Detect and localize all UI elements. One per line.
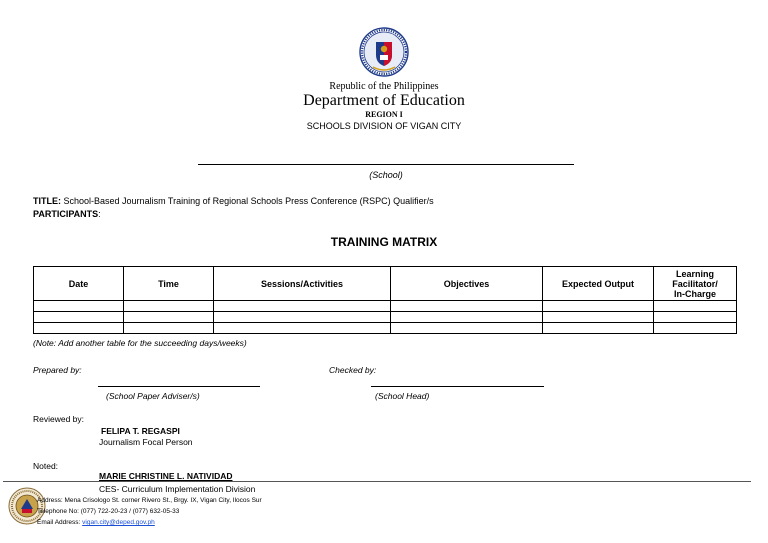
table-cell[interactable] xyxy=(124,301,214,312)
participants-line: PARTICIPANTS: xyxy=(33,209,101,219)
republic-heading: Republic of the Philippines xyxy=(329,81,439,92)
header-expected-output: Expected Output xyxy=(543,267,654,301)
table-cell[interactable] xyxy=(543,323,654,334)
footer-divider xyxy=(3,481,751,482)
school-head-signature-line xyxy=(371,386,544,387)
table-cell[interactable] xyxy=(214,312,391,323)
header-facilitator: Learning Facilitator/ In-Charge xyxy=(654,267,737,301)
header-sessions: Sessions/Activities xyxy=(214,267,391,301)
table-cell[interactable] xyxy=(543,312,654,323)
footer-telephone: Telephone No: (077) 722-20-23 / (077) 632-05-33 xyxy=(37,508,180,515)
email-link[interactable]: vigan.city@deped.gov.ph xyxy=(82,519,155,526)
table-cell[interactable] xyxy=(391,312,543,323)
footer-email-line xyxy=(37,519,155,526)
prepared-by-label: Prepared by: xyxy=(33,365,82,375)
table-cell[interactable] xyxy=(124,323,214,334)
header-date: Date xyxy=(34,267,124,301)
email-label: Email Address: xyxy=(37,519,83,526)
table-cell[interactable] xyxy=(391,323,543,334)
table-header-row xyxy=(34,267,737,301)
title-label: TITLE: xyxy=(33,196,61,206)
reviewed-by-label: Reviewed by: xyxy=(33,414,85,424)
table-cell[interactable] xyxy=(214,301,391,312)
table-cell[interactable] xyxy=(654,323,737,334)
department-heading: Department of Education xyxy=(303,92,465,109)
table-cell[interactable] xyxy=(543,301,654,312)
checked-by-label: Checked by: xyxy=(329,365,377,375)
table-cell[interactable] xyxy=(34,301,124,312)
footer-address: Address: Mena Crisologo St. corner Rivero St., Brgy. IX, Vigan City, Ilocos Sur xyxy=(37,497,262,504)
school-label: (School) xyxy=(369,170,403,180)
title-value: School-Based Journalism Training of Regional Schools Press Conference (RSPC) Qualifier/s xyxy=(63,196,434,206)
table-cell[interactable] xyxy=(34,312,124,323)
adviser-signature-line xyxy=(98,386,260,387)
table-cell[interactable] xyxy=(391,301,543,312)
school-name-line xyxy=(198,164,574,165)
header-objectives: Objectives xyxy=(391,267,543,301)
participants-label: PARTICIPANTS xyxy=(33,209,99,219)
table-row xyxy=(34,301,737,312)
deped-seal-logo xyxy=(359,27,409,77)
table-cell[interactable] xyxy=(654,301,737,312)
training-matrix-table xyxy=(33,266,737,334)
reviewer-position: Journalism Focal Person xyxy=(99,437,193,447)
noted-label: Noted: xyxy=(33,461,59,471)
noter-name: MARIE CHRISTINE L. NATIVIDAD xyxy=(99,471,233,481)
school-head-label: (School Head) xyxy=(375,391,430,401)
matrix-heading: TRAINING MATRIX xyxy=(330,235,438,249)
division-heading: SCHOOLS DIVISION OF VIGAN CITY xyxy=(306,121,462,131)
adviser-label: (School Paper Adviser/s) xyxy=(106,391,200,401)
noter-position: CES- Curriculum Implementation Division xyxy=(99,484,256,494)
region-heading: REGION I xyxy=(365,110,403,119)
table-cell[interactable] xyxy=(214,323,391,334)
table-cell[interactable] xyxy=(124,312,214,323)
reviewer-name: FELIPA T. REGASPI xyxy=(101,426,180,436)
table-cell[interactable] xyxy=(654,312,737,323)
document-title xyxy=(33,196,434,206)
header-time: Time xyxy=(124,267,214,301)
table-cell[interactable] xyxy=(34,323,124,334)
table-row xyxy=(34,312,737,323)
table-row xyxy=(34,323,737,334)
table-note: (Note: Add another table for the succeeding days/weeks) xyxy=(33,338,247,348)
